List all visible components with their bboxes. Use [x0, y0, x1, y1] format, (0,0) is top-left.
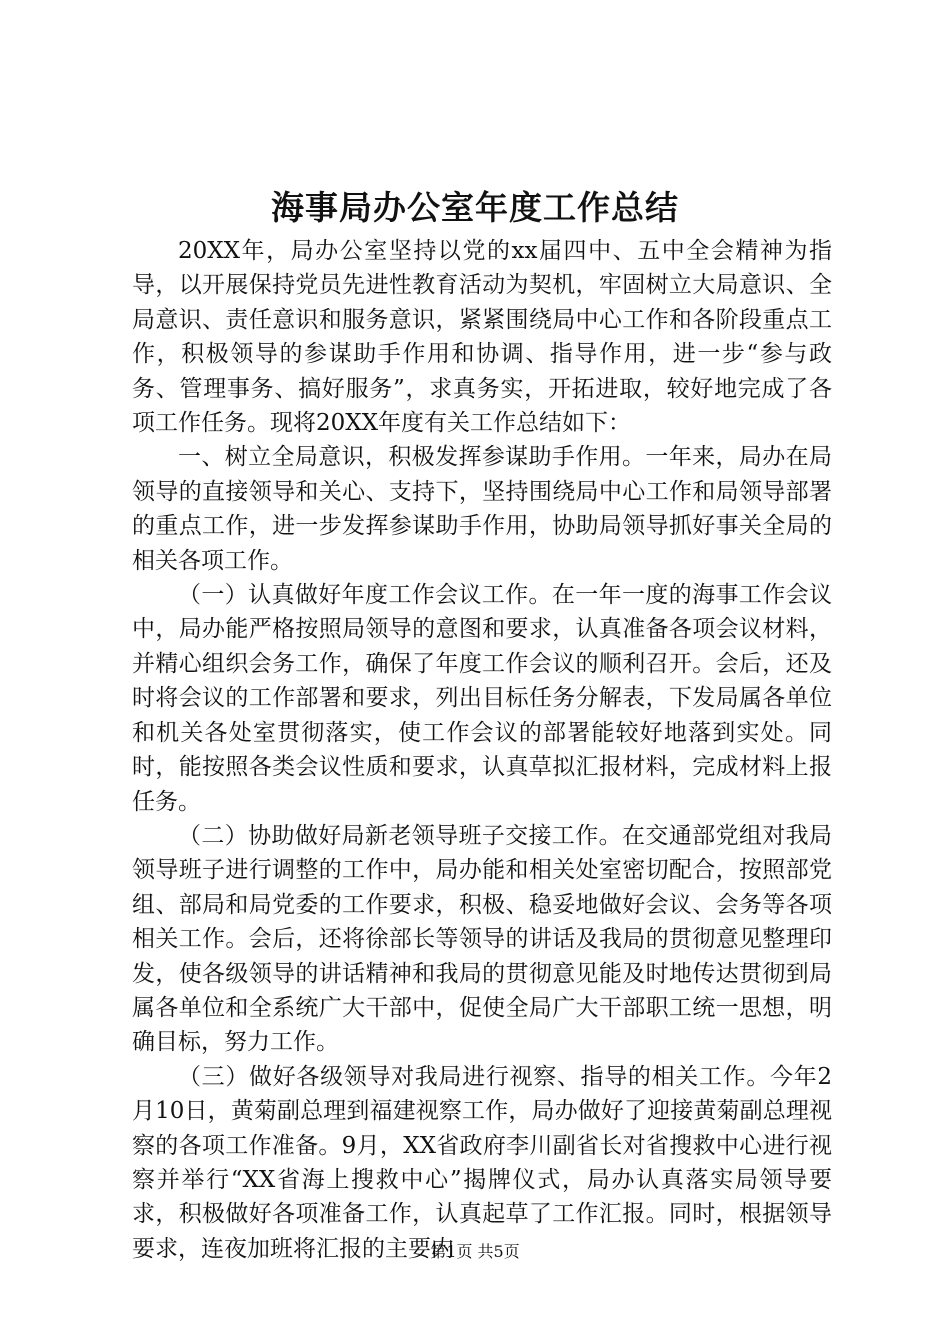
paragraph-subsection-2: （二）协助做好局新老领导班子交接工作。在交通部党组对我局领导班子进行调整的工作中，局办能和相关处室密切配合，按照部党组、部局和局党委的工作要求，积极、稳妥地做好会议、会务等各项相关工作。会后，还将徐部长等领导的讲话及我局的贯彻意见整理印发，使各级领导的讲话精神和我局的贯彻意见能及时地传达贯彻到局属各单位和全系统广大干部中，促使全局广大干部职工统一思想，明确目标，努力工作。: [132, 822, 832, 1056]
paragraph-subsection-3: （三）做好各级领导对我局进行视察、指导的相关工作。今年2月10日，黄菊副总理到福建视察工作，局办做好了迎接黄菊副总理视察的各项工作准备。9月，XX省政府李川副省长对省搜救中心进行视察并举行“XX省海上搜救中心”揭牌仪式，局办认真落实局领导要求，积极做好各项准备工作，认真起草了工作汇报。同时，根据领导要求，连夜加班将汇报的主要内: [132, 1063, 832, 1262]
document-title: 海事局办公室年度工作总结: [271, 188, 679, 227]
paragraph-intro: 20XX年，局办公室坚持以党的xx届四中、五中全会精神为指导，以开展保持党员先进性教育活动为契机，牢固树立大局意识、全局意识、责任意识和服务意识，紧紧围绕局中心工作和各阶段重点工作，积极领导的参谋助手作用和协调、指导作用，进一步“参与政务、管理事务、搞好服务”，求真务实，开拓进取，较好地完成了各项工作任务。现将20XX年度有关工作总结如下：: [132, 238, 832, 437]
paragraph-subsection-1: （一）认真做好年度工作会议工作。在一年一度的海事工作会议中，局办能严格按照局领导的意图和要求，认真准备各项会议材料，并精心组织会务工作，确保了年度工作会议的顺利召开。会后，还及时将会议的工作部署和要求，列出目标任务分解表，下发局属各单位和机关各处室贯彻落实，使工作会议的部署能较好地落到实处。同时，能按照各类会议性质和要求，认真草拟汇报材料，完成材料上报任务。: [132, 582, 832, 815]
page-number-footer: 第1页 共5页: [430, 1242, 520, 1261]
document-body: [132, 234, 832, 1266]
paragraph-section-1: 一、树立全局意识，积极发挥参谋助手作用。一年来，局办在局领导的直接领导和关心、支持下，坚持围绕局中心工作和局领导部署的重点工作，进一步发挥参谋助手作用，协助局领导抓好事关全局的相关各项工作。: [132, 444, 832, 574]
